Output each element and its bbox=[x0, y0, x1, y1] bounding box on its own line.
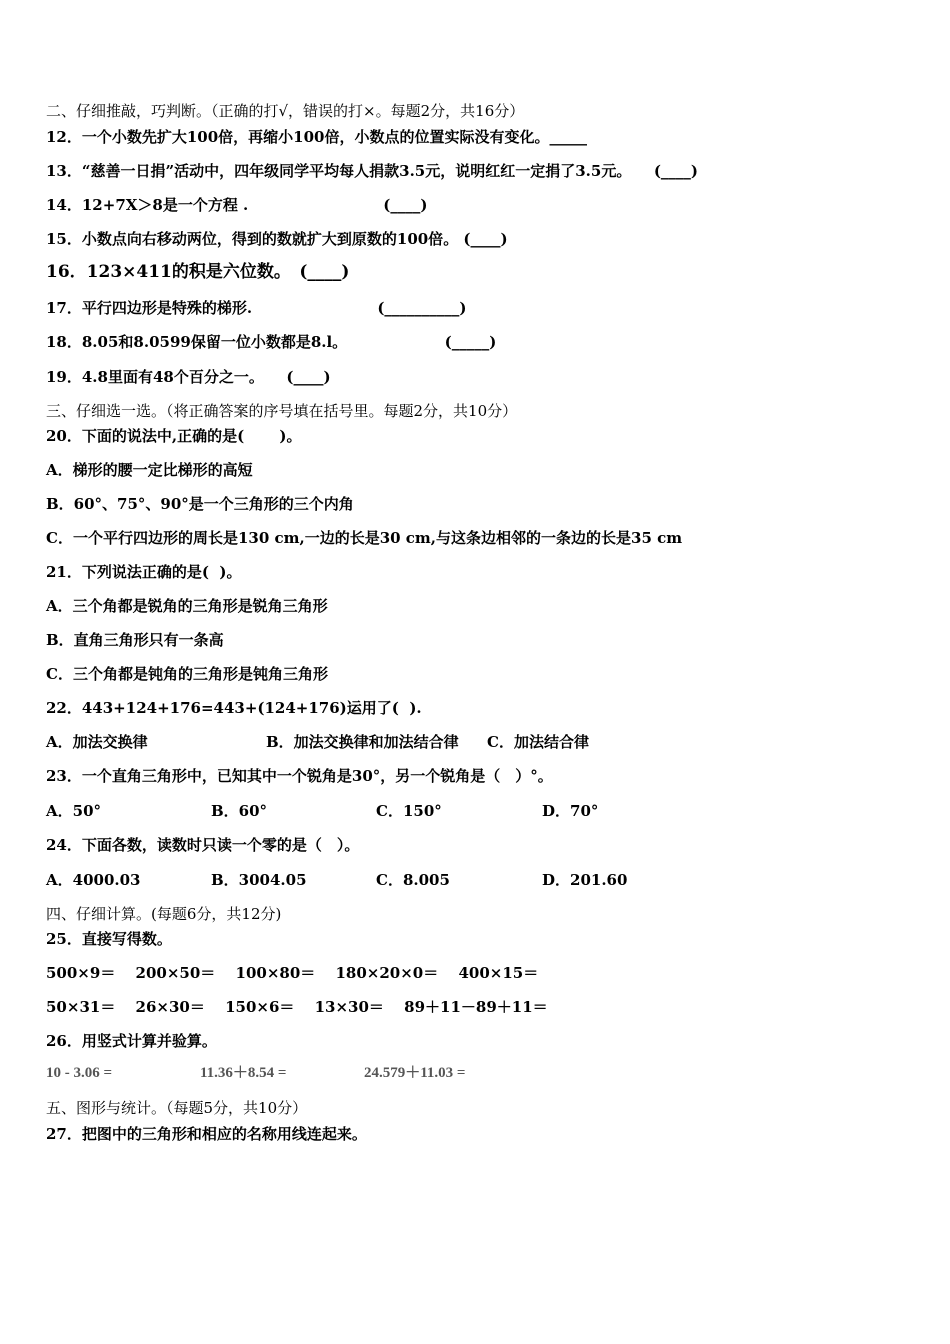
question-25-row-2: 50×31＝ 26×30＝ 150×6＝ 13×30＝ 89＋11－89＋11＝ bbox=[46, 998, 548, 1016]
question-27: 27．把图中的三角形和相应的名称用线连起来。 bbox=[46, 1125, 367, 1143]
question-20-stem: 20．下面的说法中,正确的是( )。 bbox=[46, 427, 302, 445]
question-20-option-a: A．梯形的腰一定比梯形的高短 bbox=[46, 461, 253, 479]
section-5-heading: 五、图形与统计。（每题5分，共10分） bbox=[46, 1099, 308, 1117]
section-4-heading: 四、仔细计算。(每题6分，共12分) bbox=[46, 905, 282, 923]
question-23-option-c: C．150° bbox=[376, 802, 442, 820]
question-21-stem: 21．下列说法正确的是( )。 bbox=[46, 563, 242, 581]
question-23-option-a: A．50° bbox=[46, 802, 102, 820]
question-25-stem: 25．直接写得数。 bbox=[46, 930, 172, 948]
question-20-option-c: C．一个平行四边形的周长是130 cm,一边的长是30 cm,与这条边相邻的一条边的长是35 cm bbox=[46, 529, 683, 547]
question-24-option-d: D．201.60 bbox=[542, 871, 628, 889]
question-16: 16．123×411的积是六位数。 (____) bbox=[46, 262, 350, 282]
question-18: 18．8.05和8.0599保留一位小数都是8.l。 (_____) bbox=[46, 333, 497, 351]
question-22-stem: 22．443+124+176=443+(124+176)运用了( ). bbox=[46, 699, 422, 717]
question-22-option-b: B．加法交换律和加法结合律 bbox=[266, 733, 459, 751]
question-21-option-c: C．三个角都是钝角的三角形是钝角三角形 bbox=[46, 665, 328, 683]
question-21-option-b: B．直角三角形只有一条高 bbox=[46, 631, 224, 649]
question-15: 15．小数点向右移动两位，得到的数就扩大到原数的100倍。 (____) bbox=[46, 230, 508, 248]
question-24-option-b: B．3004.05 bbox=[211, 871, 307, 889]
question-23-option-b: B．60° bbox=[211, 802, 268, 820]
question-22-option-a: A．加法交换律 bbox=[46, 733, 148, 751]
question-20-option-b: B．60°、75°、90°是一个三角形的三个内角 bbox=[46, 495, 354, 513]
question-22-option-c: C．加法结合律 bbox=[487, 733, 589, 751]
question-24-stem: 24．下面各数，读数时只读一个零的是（ ）。 bbox=[46, 836, 360, 854]
section-3-heading: 三、仔细选一选。（将正确答案的序号填在括号里。每题2分，共10分） bbox=[46, 402, 518, 420]
question-25-row-1: 500×9＝ 200×50＝ 100×80＝ 180×20×0＝ 400×15＝ bbox=[46, 964, 539, 982]
question-26-stem: 26．用竖式计算并验算。 bbox=[46, 1032, 217, 1050]
question-26-expression-1: 10 - 3.06 = bbox=[46, 1065, 113, 1081]
question-12: 12．一个小数先扩大100倍，再缩小100倍，小数点的位置实际没有变化。_____ bbox=[46, 128, 587, 146]
question-26-expression-2: 11.36＋8.54 = bbox=[200, 1065, 287, 1081]
question-26-expression-3: 24.579＋11.03 = bbox=[364, 1065, 466, 1081]
question-23-option-d: D．70° bbox=[542, 802, 599, 820]
question-19: 19．4.8里面有48个百分之一。 (____) bbox=[46, 368, 331, 386]
question-13: 13．“慈善一日捐”活动中，四年级同学平均每人捐款3.5元，说明红红一定捐了3.5元。 (____) bbox=[46, 162, 699, 180]
question-24-option-c: C．8.005 bbox=[376, 871, 450, 889]
question-14: 14．12+7X＞8是一个方程 . (____) bbox=[46, 196, 428, 214]
section-2-heading: 二、仔细推敲，巧判断。（正确的打√，错误的打×。每题2分，共16分） bbox=[46, 102, 525, 120]
question-24-option-a: A．4000.03 bbox=[46, 871, 141, 889]
question-23-stem: 23．一个直角三角形中，已知其中一个锐角是30°，另一个锐角是（ ）°。 bbox=[46, 767, 553, 785]
question-21-option-a: A．三个角都是锐角的三角形是锐角三角形 bbox=[46, 597, 328, 615]
question-17: 17．平行四边形是特殊的梯形. (__________) bbox=[46, 299, 467, 317]
